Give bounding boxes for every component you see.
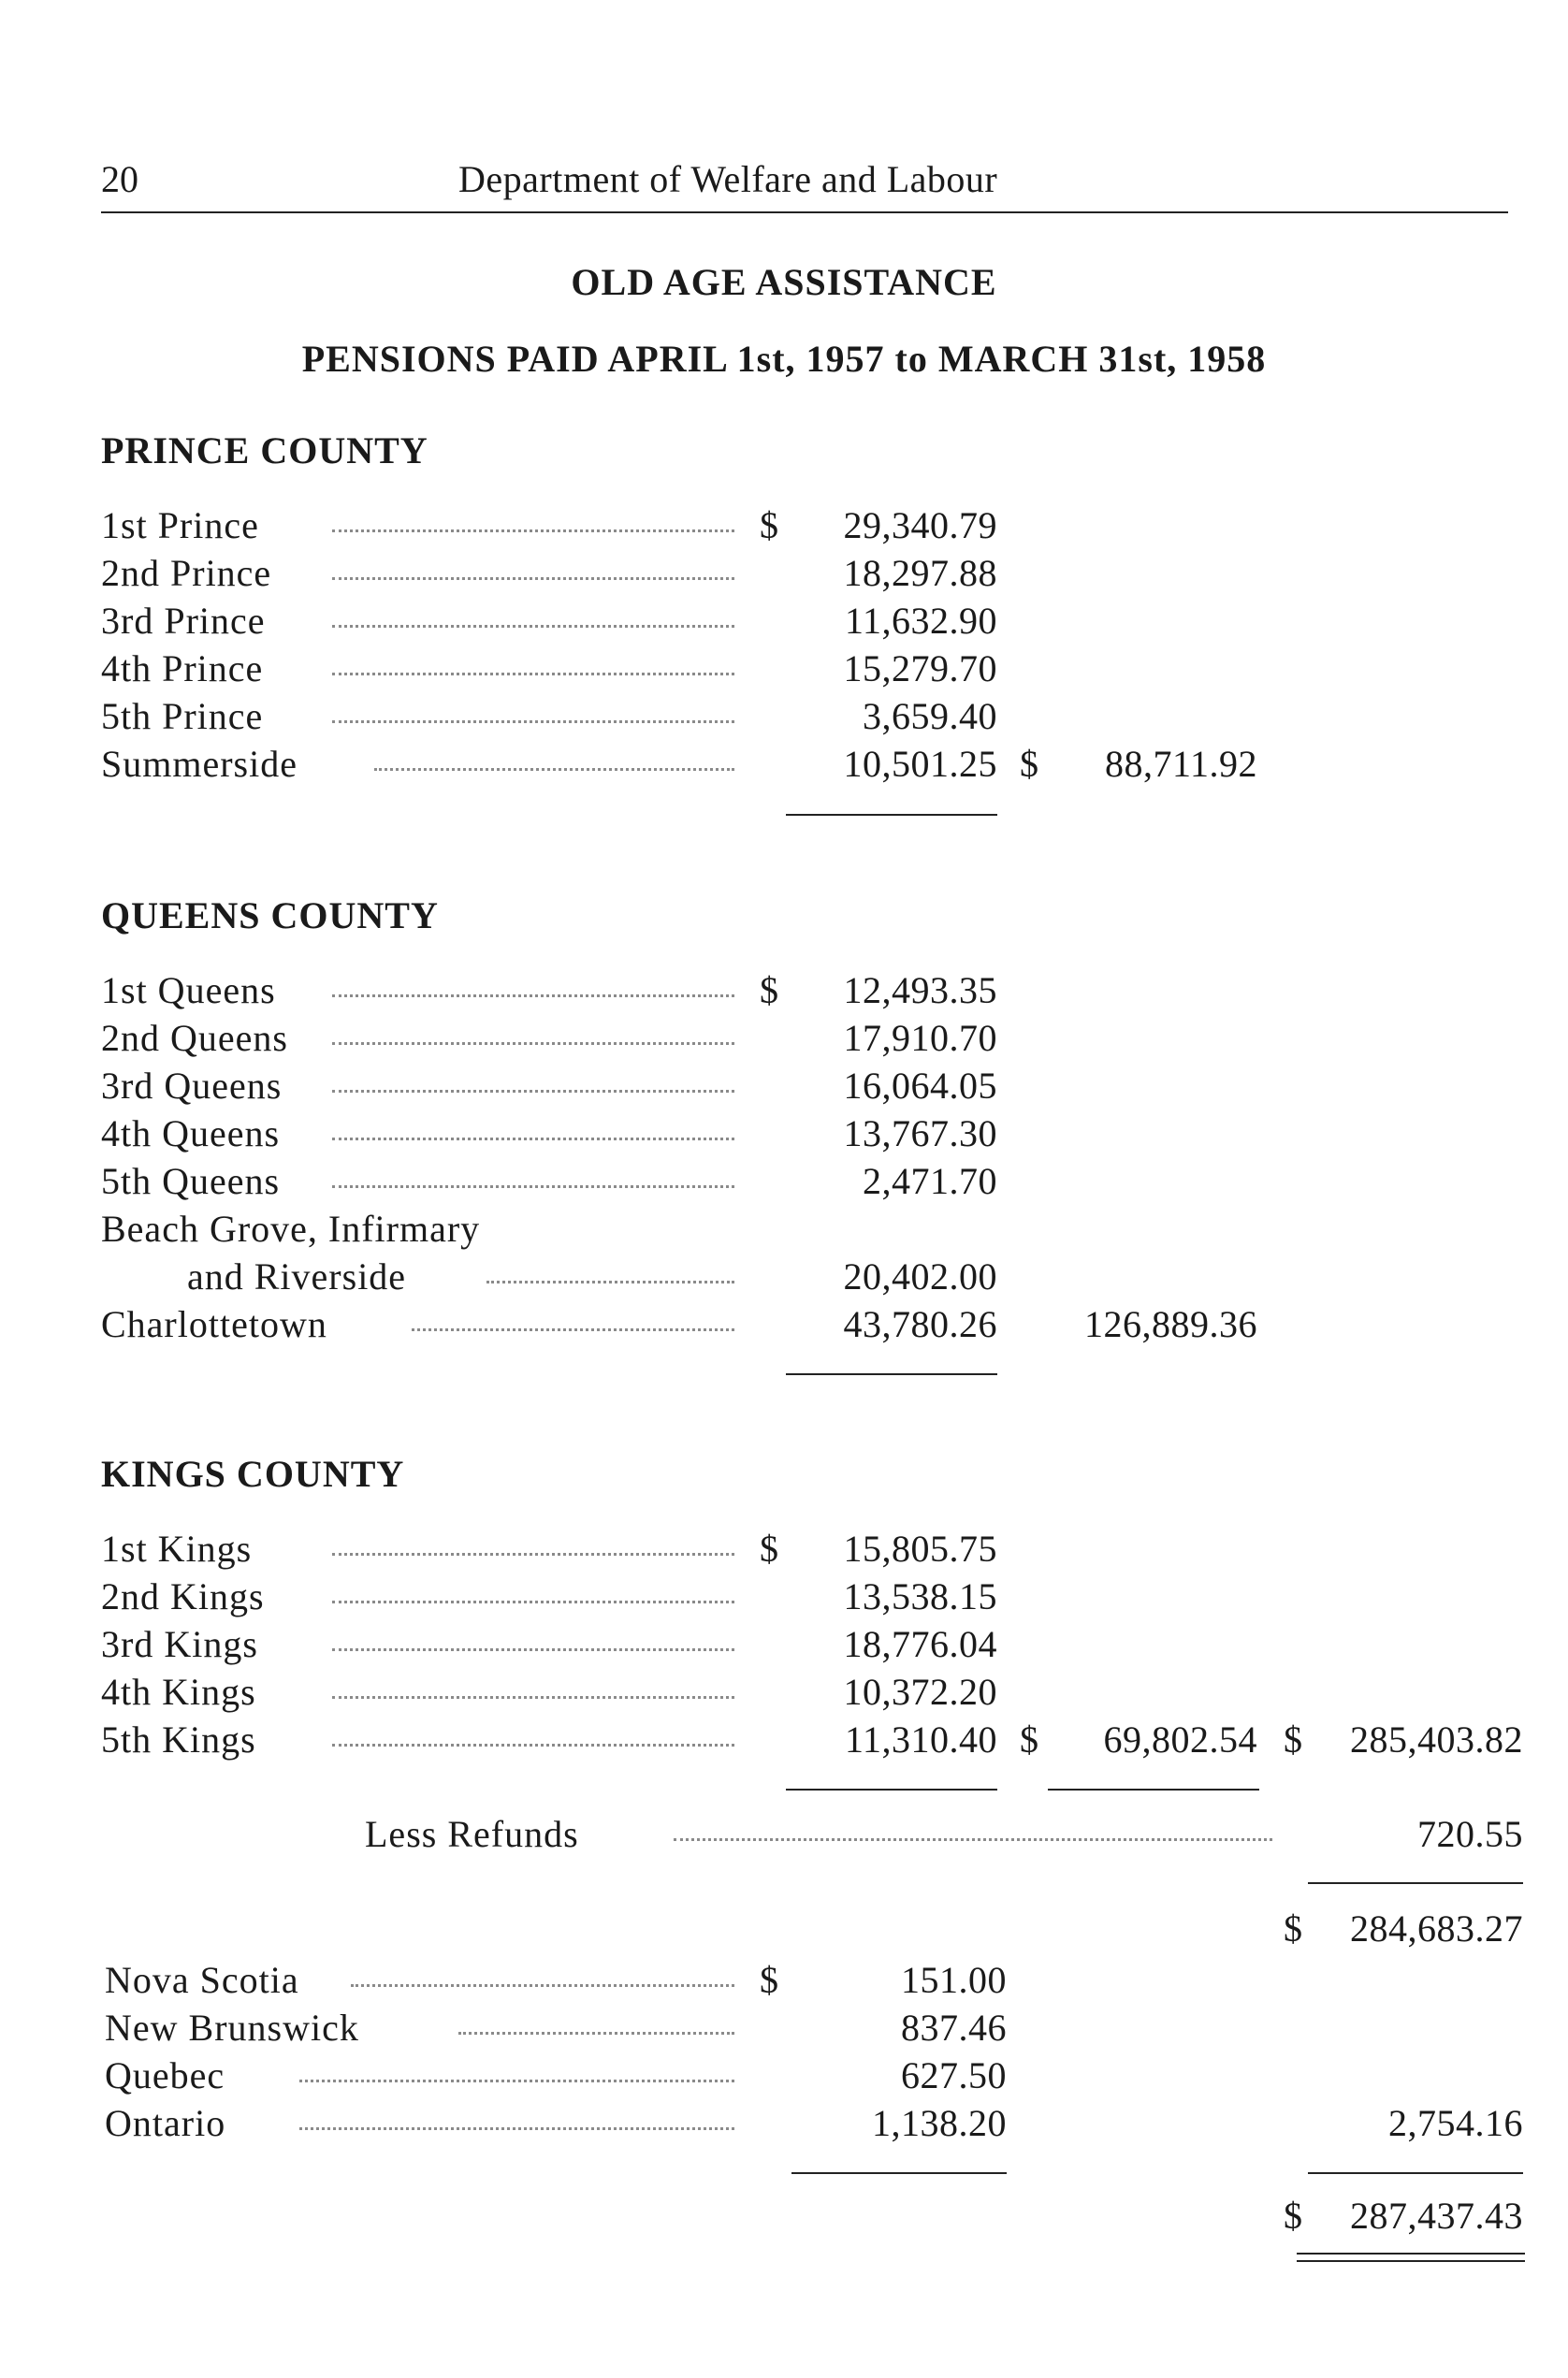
county-subtotal: 69,802.54 [1103, 1718, 1257, 1761]
table-row [0, 1111, 1568, 1158]
table-row [0, 694, 1568, 741]
row-label: and Riverside [187, 1255, 407, 1298]
dot-leader [332, 1138, 734, 1140]
dot-leader [332, 1553, 734, 1556]
row-amount: 10,501.25 [843, 743, 997, 785]
table-row [0, 1254, 1568, 1301]
dot-leader [332, 1648, 734, 1651]
dot-leader [332, 1744, 734, 1747]
sum-rule [786, 814, 997, 816]
row-amount: 837.46 [901, 2007, 1007, 2049]
dot-leader [412, 1328, 734, 1331]
refunds-row [0, 1812, 1568, 1859]
kings-county-heading: KINGS COUNTY [101, 1453, 405, 1495]
table-row [0, 551, 1568, 598]
table-row [0, 2053, 1568, 2100]
row-amount: 43,780.26 [843, 1303, 997, 1345]
grand-total: 285,403.82 [1350, 1718, 1523, 1761]
row-label: 4th Prince [101, 647, 264, 689]
table-row [0, 503, 1568, 550]
refunds-label: Less Refunds [365, 1813, 579, 1855]
sum-rule [1308, 2172, 1523, 2174]
dot-leader [299, 2080, 734, 2082]
table-row [0, 1064, 1568, 1110]
sum-rule [791, 2172, 1007, 2174]
row-amount: 11,310.40 [844, 1718, 997, 1761]
row-label: 3rd Prince [101, 600, 266, 642]
table-row [0, 742, 1568, 789]
table-row [0, 1958, 1568, 2005]
row-label: 2nd Kings [101, 1575, 265, 1617]
dot-leader [332, 1090, 734, 1093]
dot-leader [332, 1696, 734, 1699]
row-label: Quebec [105, 2054, 225, 2096]
row-label: 1st Queens [101, 969, 276, 1011]
table-row [0, 968, 1568, 1015]
row-amount: 3,659.40 [863, 695, 997, 737]
row-label: New Brunswick [105, 2007, 359, 2049]
sum-rule [786, 1373, 997, 1375]
row-amount: 2,471.70 [863, 1160, 997, 1202]
row-amount: 16,064.05 [843, 1065, 997, 1107]
row-label: 5th Kings [101, 1718, 256, 1761]
dollar-sign: $ [760, 1528, 778, 1570]
table-row [0, 1302, 1568, 1349]
dot-leader [332, 625, 734, 628]
table-row [0, 1718, 1568, 1764]
row-label: 5th Queens [101, 1160, 281, 1202]
row-amount: 15,279.70 [843, 647, 997, 689]
row-amount: 12,493.35 [843, 969, 997, 1011]
row-amount: 13,538.15 [843, 1575, 997, 1617]
sum-rule [786, 1789, 997, 1791]
row-label: Ontario [105, 2102, 226, 2144]
double-rule [1297, 2253, 1525, 2262]
row-label: 1st Kings [101, 1528, 253, 1570]
row-amount: 10,372.20 [843, 1671, 997, 1713]
row-label: 3rd Queens [101, 1065, 283, 1107]
row-amount: 1,138.20 [872, 2102, 1007, 2144]
final-total-row [0, 2194, 1568, 2240]
row-label: 2nd Queens [101, 1017, 288, 1059]
row-label: 4th Kings [101, 1671, 256, 1713]
row-label: 2nd Prince [101, 552, 272, 594]
row-amount: 15,805.75 [843, 1528, 997, 1570]
row-amount: 627.50 [901, 2054, 1007, 2096]
refunds-amount: 720.55 [1417, 1813, 1523, 1855]
dot-leader [332, 577, 734, 580]
row-amount: 18,297.88 [843, 552, 997, 594]
table-row [0, 599, 1568, 645]
dollar-sign: $ [1020, 743, 1038, 785]
dollar-sign: $ [1284, 1907, 1302, 1950]
row-label: 1st Prince [101, 504, 259, 546]
dot-leader [299, 2127, 734, 2130]
row-label: Nova Scotia [105, 1959, 299, 2001]
row-amount: 13,767.30 [843, 1112, 997, 1154]
dot-leader [332, 673, 734, 675]
dollar-sign: $ [760, 504, 778, 546]
sum-rule [1308, 1882, 1523, 1884]
report-subtitle: PENSIONS PAID APRIL 1st, 1957 to MARCH 31st, 1958 [301, 338, 1267, 380]
table-row [0, 1159, 1568, 1206]
dollar-sign: $ [760, 969, 778, 1011]
dollar-sign: $ [1284, 1718, 1302, 1761]
sum-rule [1048, 1789, 1259, 1791]
dot-leader [332, 1185, 734, 1188]
net-total: 284,683.27 [1350, 1907, 1523, 1950]
row-label: Beach Grove, Infirmary [101, 1208, 481, 1250]
row-amount: 11,632.90 [844, 600, 997, 642]
row-label: 4th Queens [101, 1112, 281, 1154]
table-row [0, 1622, 1568, 1669]
dot-leader [332, 529, 734, 532]
queens-county-heading: QUEENS COUNTY [101, 894, 439, 936]
row-amount: 20,402.00 [843, 1255, 997, 1298]
row-label: 5th Prince [101, 695, 264, 737]
row-amount: 29,340.79 [843, 504, 997, 546]
dot-leader [351, 1984, 734, 1987]
page-number: 20 [101, 158, 138, 200]
dot-leader [374, 768, 734, 771]
final-total: 287,437.43 [1350, 2195, 1523, 2237]
dollar-sign: $ [760, 1959, 778, 2001]
dot-leader [332, 720, 734, 723]
dot-leader [486, 1281, 734, 1283]
dollar-sign: $ [1284, 2195, 1302, 2237]
table-row [0, 2006, 1568, 2052]
table-row [0, 1016, 1568, 1063]
table-row [0, 1574, 1568, 1621]
dot-leader [458, 2032, 734, 2035]
dot-leader [332, 1601, 734, 1603]
running-header: Department of Welfare and Labour [458, 158, 998, 200]
table-row [0, 1207, 1568, 1254]
report-title: OLD AGE ASSISTANCE [571, 261, 997, 303]
provinces-subtotal: 2,754.16 [1388, 2102, 1523, 2144]
table-row [0, 1670, 1568, 1717]
county-subtotal: 88,711.92 [1104, 743, 1257, 785]
net-total-row [0, 1907, 1568, 1953]
dot-leader [674, 1838, 1272, 1841]
row-amount: 17,910.70 [843, 1017, 997, 1059]
dollar-sign: $ [1020, 1718, 1038, 1761]
dot-leader [332, 994, 734, 997]
row-label: Charlottetown [101, 1303, 327, 1345]
county-subtotal: 126,889.36 [1084, 1303, 1257, 1345]
row-amount: 18,776.04 [843, 1623, 997, 1665]
table-row [0, 2101, 1568, 2148]
header-rule [101, 211, 1508, 213]
dot-leader [332, 1042, 734, 1045]
row-label: Summerside [101, 743, 298, 785]
row-label: 3rd Kings [101, 1623, 258, 1665]
table-row [0, 646, 1568, 693]
row-amount: 151.00 [901, 1959, 1007, 2001]
table-row [0, 1527, 1568, 1573]
prince-county-heading: PRINCE COUNTY [101, 429, 428, 471]
